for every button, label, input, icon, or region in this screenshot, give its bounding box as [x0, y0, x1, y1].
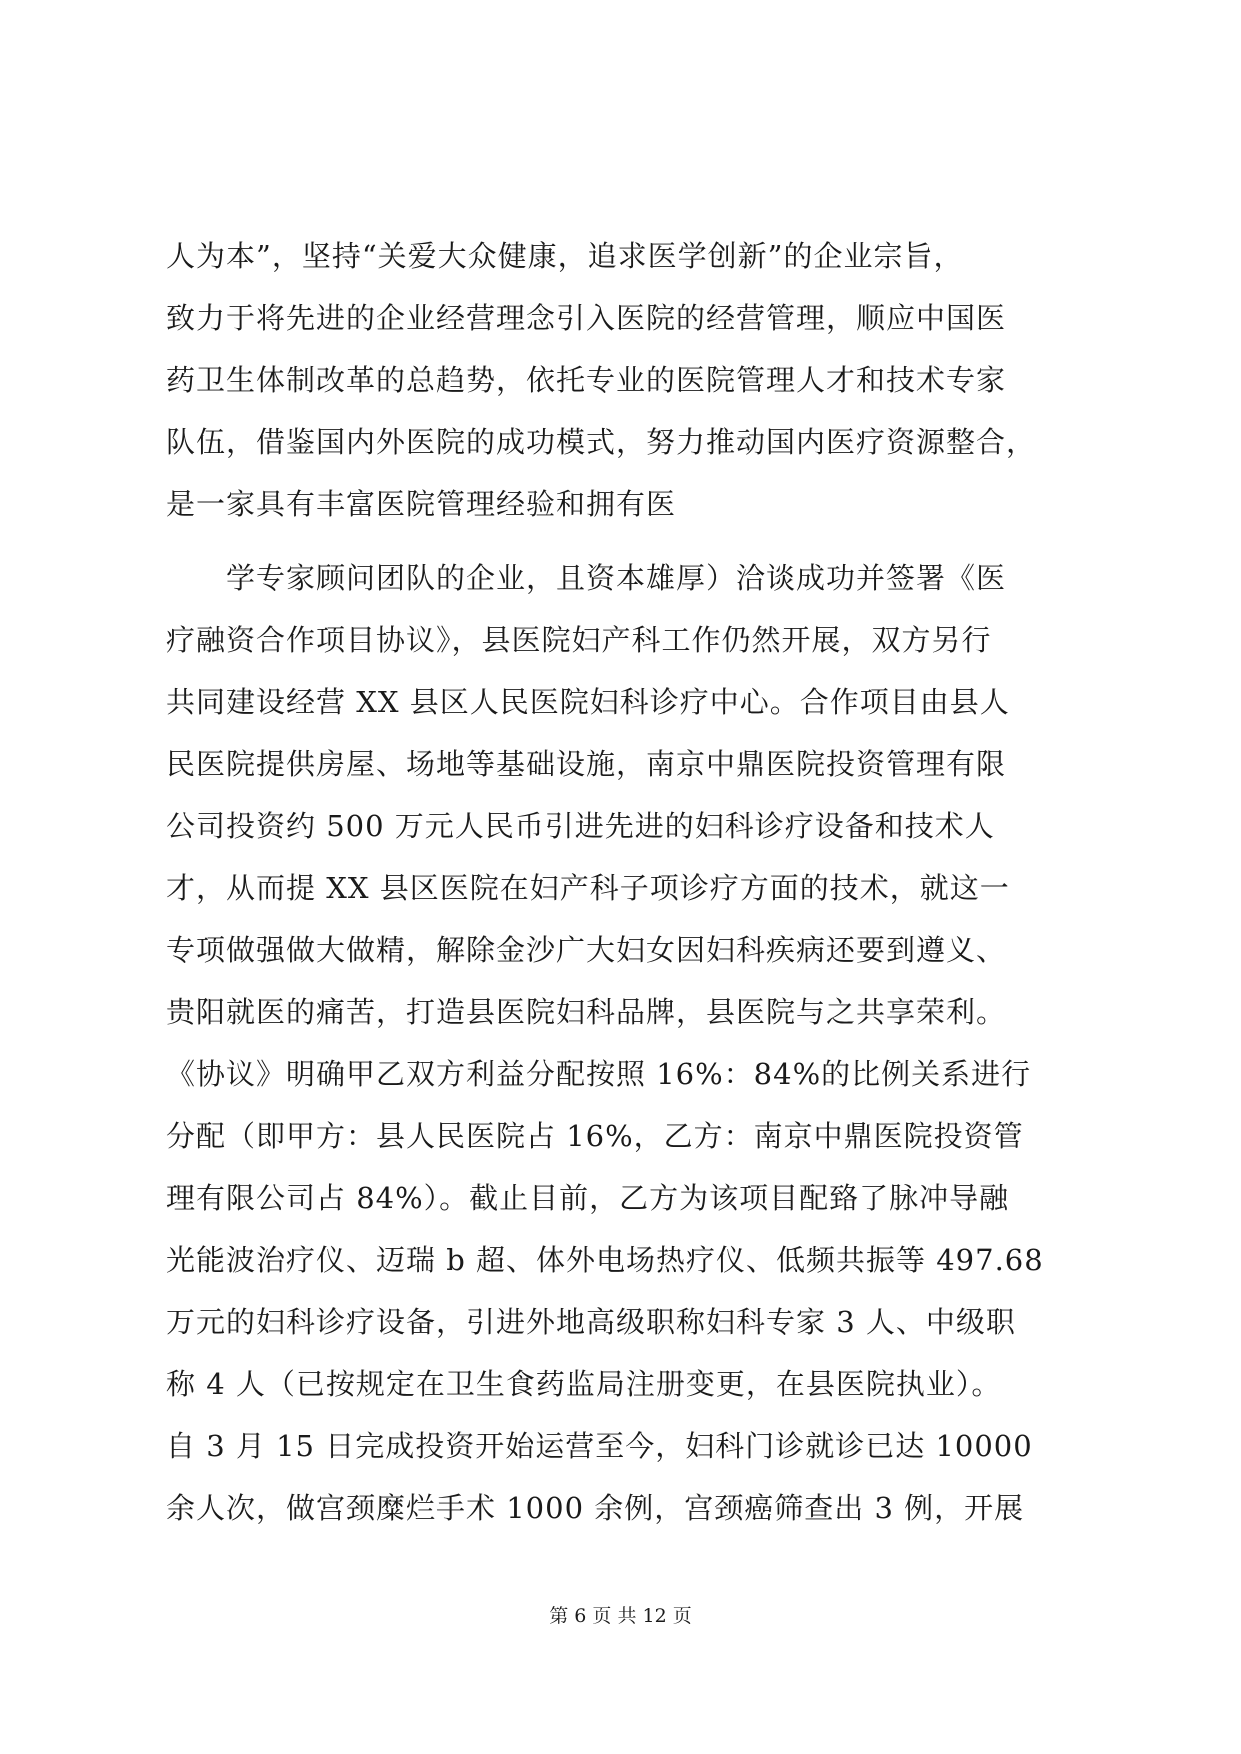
paragraph-gap	[166, 535, 1076, 547]
document-body	[166, 225, 1076, 1539]
text-line: 专项做强做大做精，解除金沙广大妇女因妇科疾病还要到遵义、	[166, 933, 1007, 967]
text-line: 人为本”，坚持“关爱大众健康，追求医学创新”的企业宗旨，	[166, 239, 964, 273]
text-line: 万元的妇科诊疗设备，引进外地高级职称妇科专家 3 人、中级职	[166, 1305, 1016, 1339]
paragraph-1	[166, 225, 1076, 535]
text-line: 是一家具有丰富医院管理经验和拥有医	[166, 487, 677, 521]
text-line: 余人次，做宫颈糜烂手术 1000 余例，宫颈癌筛查出 3 例，开展	[166, 1491, 1025, 1525]
text-line: 民医院提供房屋、场地等基础设施，南京中鼎医院投资管理有限	[166, 747, 1007, 781]
text-line: 学专家顾问团队的企业，且资本雄厚）洽谈成功并签署《医	[166, 561, 1007, 595]
text-line: 致力于将先进的企业经营理念引入医院的经营管理，顺应中国医	[166, 301, 1007, 335]
text-line: 光能波治疗仪、迈瑞 b 超、体外电场热疗仪、低频共振等 497.68	[166, 1243, 1044, 1277]
text-line: 队伍，借鉴国内外医院的成功模式，努力推动国内医疗资源整合，	[166, 425, 1037, 459]
text-line: 理有限公司占 84%）。截止目前，乙方为该项目配臵了脉冲导融	[166, 1181, 1010, 1215]
text-line: 贵阳就医的痛苦，打造县医院妇科品牌，县医院与之共享荣利。	[166, 995, 1007, 1029]
text-line: 疗融资合作项目协议》，县医院妇产科工作仍然开展，双方另行	[166, 623, 992, 657]
text-line: 共同建设经营 XX 县区人民医院妇科诊疗中心。合作项目由县人	[166, 685, 1010, 719]
text-line: 公司投资约 500 万元人民币引进先进的妇科诊疗设备和技术人	[166, 809, 995, 843]
page-number-footer: 第 6 页 共 12 页	[549, 1605, 692, 1627]
text-line: 自 3 月 15 日完成投资开始运营至今，妇科门诊就诊已达 10000	[166, 1429, 1033, 1463]
text-line: 称 4 人（已按规定在卫生食药监局注册变更，在县医院执业）。	[166, 1367, 1002, 1401]
text-line: 才，从而提 XX 县区医院在妇产科子项诊疗方面的技术，就这一	[166, 871, 1010, 905]
text-line: 药卫生体制改革的总趋势，依托专业的医院管理人才和技术专家	[166, 363, 1007, 397]
text-line: 《协议》明确甲乙双方利益分配按照 16%：84%的比例关系进行	[166, 1057, 1032, 1091]
paragraph-2	[166, 547, 1076, 1539]
text-line: 分配（即甲方：县人民医院占 16%，乙方：南京中鼎医院投资管	[166, 1119, 1024, 1153]
